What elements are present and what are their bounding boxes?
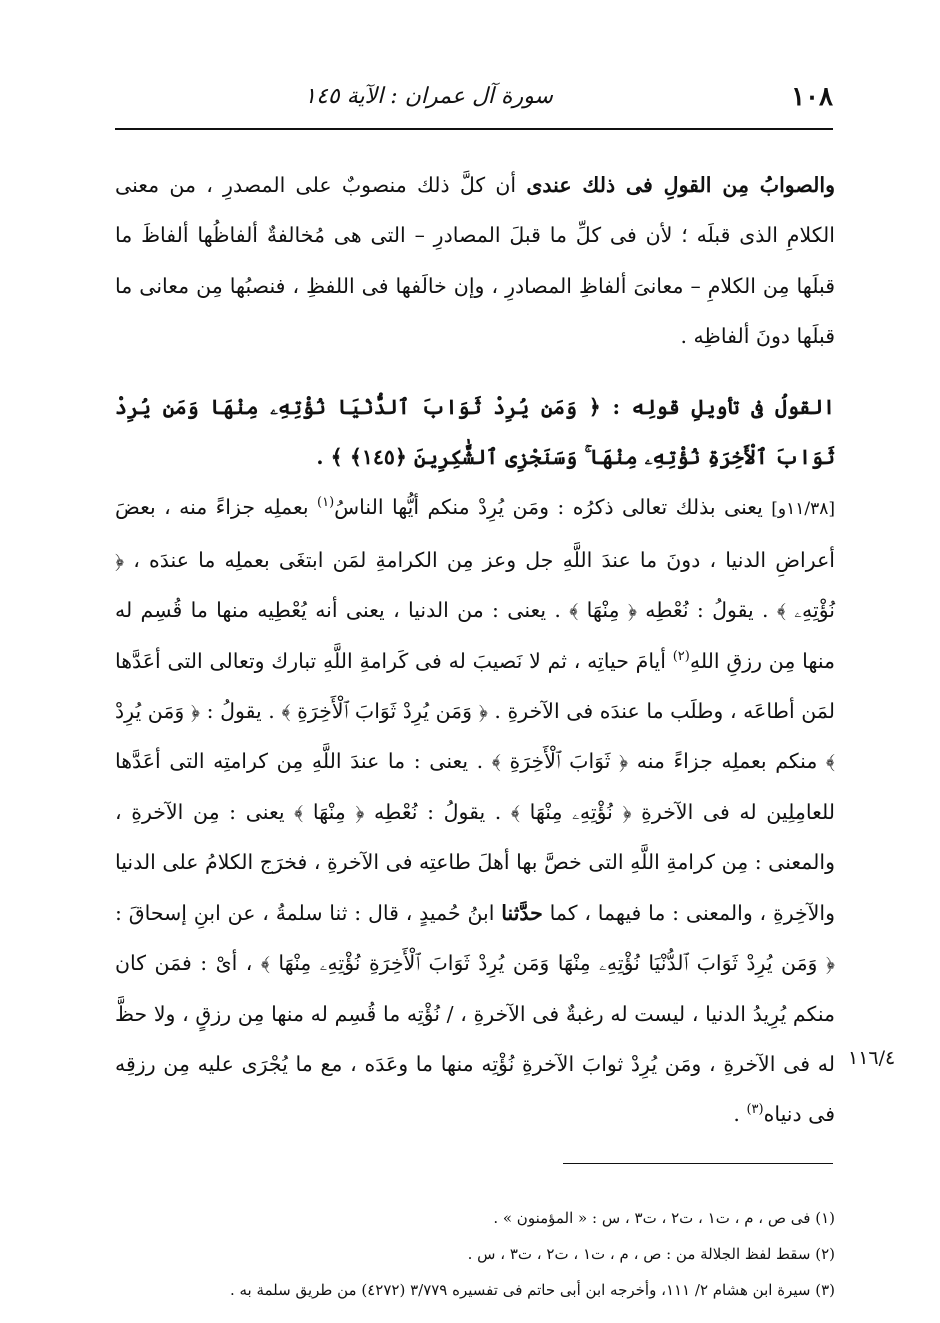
- main-text: [115, 160, 835, 1140]
- paragraph-3: [115, 482, 835, 1139]
- paragraph-1-text: أن كلَّ ذلك منصوبٌ على المصدرِ ، من معنى الكلامِ الذى قبلَه ؛ لأن فى كلِّ ما قبلَ المصادرِ – التى هى مُخالفةٌ ألفاظُها ألفاظَ ما قبلَها مِن الكلامِ – معانىَ ألفاظِ المصادرِ ، وإن خالَفها فى اللفظِ ، فنصبُها مِن معانى ما قبلَها دونَ ألفاظِه .: [115, 173, 835, 349]
- paragraph-2: [115, 382, 835, 483]
- manuscript-reference: [١١/٣٨و]: [771, 499, 835, 520]
- page-header: [115, 82, 833, 122]
- footnote-marker-3[interactable]: (٣): [746, 1102, 764, 1118]
- footnote-rule: [563, 1163, 833, 1164]
- footnote-3: (٣) سيرة ابن هشام ٢/ ١١١، وأخرجه ابن أبى حاتم فى تفسيره ٣/٧٧٩ (٤٢٧٢) من طريق سلمة به .: [229, 1281, 835, 1299]
- paragraph-3-text-d: ابنُ حُميدٍ ، قال : ثنا سلمةُ ، عن ابنِ إسحاقَ : ﴿ وَمَن يُرِدْ ثَوَابَ ٱلدُّنْيَا نُؤْتِهِۦ مِنْهَا وَمَن يُرِدْ ثَوَابَ ٱلْأَخِرَةِ نُؤْتِهِۦ مِنْهَا ﴾ ، أىْ : فمَن كان منكم يُرِيدُ الدنيا ، ليست له رغبةٌ فى الآخرةِ ، / نُؤْتِه ما قُسِم له منها مِن رزقٍ ، ولا حظَّ له فى الآخرةِ ، ومَن يُرِدْ ثوابَ الآخرةِ نُؤْتِه منها ما وعَدَه ، مع ما يُجْرَى عليه مِن رزقِه فى دنياه: [115, 900, 835, 1127]
- footnote-2: (٢) سقط لفظ الجلالة من : ص ، م ، ت١ ، ت٢ ، ت٣ ، س .: [467, 1245, 835, 1263]
- paragraph-3-text-a: يعنى بذلك تعالى ذكرُه : ومَن يُرِدْ منكم أيُّها الناسُ: [334, 495, 772, 520]
- footnote-marker-2[interactable]: (٢): [672, 648, 690, 664]
- page-number: ١٠٨: [791, 82, 833, 112]
- paragraph-1-lead: والصوابُ مِن القولِ فى ذلك عندى: [526, 173, 835, 197]
- margin-page-reference: ١١٦/٤: [848, 1047, 896, 1069]
- paragraph-3-lead: حدَّثنا: [501, 900, 543, 925]
- footnote-marker-1[interactable]: (١): [317, 495, 335, 511]
- paragraph-3-text-c: أيامَ حياتِه ، ثم لا نَصيبَ له فى كَرامةِ اللَّهِ تبارك وتعالى التى أعَدَّها لمَن أطاعَه ، وطلَب ما عندَه فى الآخرةِ . ﴿ وَمَن يُرِدْ ثَوَابَ ٱلْأَخِرَةِ ﴾ . يقولُ : ﴿ وَمَن يُرِدْ ﴾ منكم بعملِه جزاءً منه ﴿ ثَوَابَ ٱلْأَخِرَةِ ﴾ . يعنى : ما عندَ اللَّهِ مِن كرامتِه التى أعَدَّها للعامِلِين له فى الآخرةِ ﴿ نُؤْتِهِۦ مِنْهَا ﴾ . يقولُ : نُعْطِه ﴿ مِنْهَا ﴾ يعنى : مِن الآخرةِ ، والمعنى : مِن كرامةِ اللَّهِ التى خصَّ بها أهلَ طاعتِه فى الآخرةِ ، فخرَج الكلامُ على الدنيا والآخِرةِ ، والمعنى : ما فيهما ، كما: [115, 648, 835, 925]
- running-title: سورة آل عمران : الآية ١٤٥: [304, 84, 553, 109]
- paragraph-3-text-b: بعملِه جزاءً منه ، بعضَ أعراضِ الدنيا ، دونَ ما عندَ اللَّهِ جل وعز مِن الكرامةِ لمَن ابتغَى بعملِه ما عندَه ، ﴿ نُؤْتِهِۦ ﴾ . يقولُ : نُعْطِه ﴿ مِنْهَا ﴾ . يعنى : من الدنيا ، يعنى أنه يُعْطِيه منها ما قُسِم له منها مِن رزقِ اللهِ: [115, 495, 835, 673]
- header-rule: [115, 128, 833, 130]
- paragraph-3-end: .: [733, 1102, 747, 1127]
- paragraph-2-lead: القولُ فى تأويلِ قولِه :: [612, 394, 835, 419]
- footnotes: [115, 1200, 835, 1308]
- quran-verse: ﴿ وَمَن يُرِدْ ثَوَابَ ٱلدُّنْيَا نُؤْتِهِۦ مِنْهَا وَمَن يُرِدْ ثَوَابَ ٱلْأَخِرَةِ نُؤْتِهِۦ مِنْهَا ۚ وَسَنَجْزِى ٱلشَّٰكِرِينَ ﴿١٤٥﴾ ﴾ .: [115, 394, 835, 470]
- paragraph-1: [115, 160, 835, 362]
- footnote-1: (١) فى ص ، م ، ت١ ، ت٢ ، ت٣ ، س : « المؤمنون » .: [493, 1209, 835, 1227]
